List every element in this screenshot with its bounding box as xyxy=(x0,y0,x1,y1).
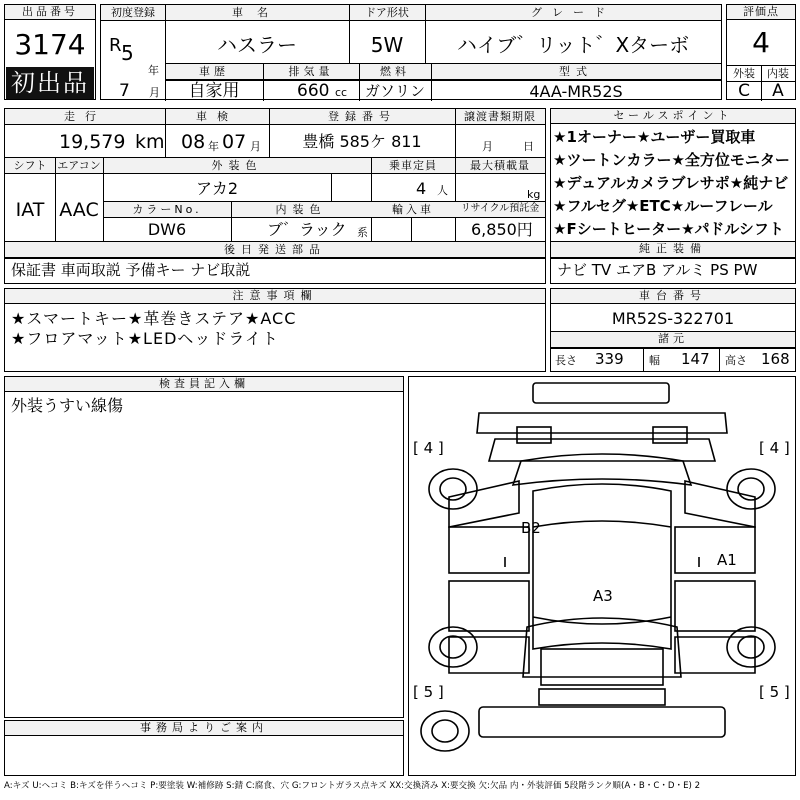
load-unit: kg xyxy=(527,188,541,201)
tire-front-left-grade: [ 4 ] xyxy=(413,439,444,457)
width: 147 xyxy=(681,350,710,368)
displacement-unit: cc xyxy=(335,86,348,99)
shift-label: シフト xyxy=(13,159,47,172)
inspection-month: 07 xyxy=(222,131,247,153)
width-label: 幅 xyxy=(649,354,660,367)
shift-type: IAT xyxy=(15,199,45,221)
tire-front-right-grade: [ 4 ] xyxy=(759,439,790,457)
first-reg-month: 7 xyxy=(119,81,130,101)
color-number: DW6 xyxy=(147,220,187,239)
fuel-label: 燃料 xyxy=(380,65,410,78)
ac-type: AAC xyxy=(59,199,99,221)
length-label: 長さ xyxy=(555,354,577,367)
notes-label: 注意事項欄 xyxy=(5,289,545,304)
notes-box xyxy=(4,288,546,372)
note-line-2: ★フロアマット★LEDヘッドライト xyxy=(11,329,279,348)
interior-label: 内装 xyxy=(767,67,789,80)
inspection-label: 車検 xyxy=(196,110,238,123)
first-reg-year: 5 xyxy=(121,41,134,65)
after-parts: 保証書 車両取説 予備キー ナビ取説 xyxy=(11,261,251,279)
office-box xyxy=(4,720,404,776)
sales-point-3: ★デュアルカメラブレサポ★純ナビ xyxy=(553,174,789,192)
int-color-label: 内装色 xyxy=(275,203,327,216)
chassis-number: MR52S-322701 xyxy=(611,309,735,328)
model-code-label: 型式 xyxy=(559,65,593,78)
ext-color: アカ2 xyxy=(195,179,239,198)
score: 4 xyxy=(752,26,770,59)
car-damage-diagram xyxy=(408,376,796,776)
history: 自家用 xyxy=(188,81,240,101)
car-outline-svg xyxy=(409,377,795,775)
lot-number-label: 出品番号 xyxy=(5,5,95,20)
inspector-comment: 外装うすい線傷 xyxy=(11,396,124,415)
sales-point-5: ★Fシートヒーター★パドルシフト xyxy=(553,220,784,238)
vehicle-details-grid xyxy=(4,108,546,284)
inspector-label: 検査員記入欄 xyxy=(5,377,403,392)
capacity-label: 乗車定員 xyxy=(389,159,437,172)
sales-points-label: セールスポイント xyxy=(551,109,795,124)
capacity: 4 xyxy=(416,179,427,198)
tire-rear-right-grade: [ 5 ] xyxy=(759,683,790,701)
dims-label: 諸元 xyxy=(551,332,795,348)
mileage-unit: km xyxy=(135,131,165,153)
transfer-month-unit: 月 xyxy=(482,140,493,153)
car-name: ハスラー xyxy=(217,33,297,57)
ac-label: エアコン xyxy=(57,159,101,172)
score-label: 評価点 xyxy=(727,5,795,20)
lot-number: 3174 xyxy=(14,28,86,61)
sales-point-4: ★フルセグ★ETC★ルーフレール xyxy=(553,197,773,215)
load-label: 最大積載量 xyxy=(470,159,530,172)
first-listing-badge: 初出品 xyxy=(6,67,94,99)
inspection-month-unit: 月 xyxy=(250,140,261,153)
history-label: 車歴 xyxy=(199,65,229,78)
lot-number-box xyxy=(4,4,96,100)
first-reg-label: 初度登録 xyxy=(111,6,155,19)
height-label: 高さ xyxy=(725,354,747,367)
transfer-label: 譲渡書類期限 xyxy=(464,110,536,123)
sales-point-2: ★ツートンカラー★全方位モニター xyxy=(553,151,790,169)
color-no-label: カラーNo. xyxy=(132,203,202,216)
displacement: 660 xyxy=(297,81,330,101)
int-color-suffix: 系 xyxy=(357,226,368,239)
displacement-label: 排気量 xyxy=(288,65,334,78)
office-label: 事務局よりご案内 xyxy=(5,721,403,736)
capacity-unit: 人 xyxy=(437,184,448,197)
note-line-1: ★スマートキー★革巻きステア★ACC xyxy=(11,309,297,328)
chassis-label: 車台番号 xyxy=(551,289,795,304)
car-name-label: 車名 xyxy=(232,6,282,19)
grade: ハイブ゛リット゛Xターボ xyxy=(456,33,690,57)
inspector-box xyxy=(4,376,404,718)
inspection-year: 08 xyxy=(181,131,206,153)
after-parts-label: 後日発送部品 xyxy=(224,243,326,256)
door-label: ドア形状 xyxy=(365,6,409,19)
header-grid xyxy=(100,4,722,100)
exterior-label: 外装 xyxy=(733,67,755,80)
damage-legend: A:キズ U:ヘコミ B:キズを伴うヘコミ P:要塗装 W:補修跡 S:錆 C:腐食、穴 G:フロントガラス点キズ XX:交換済み X:要交換 欠:欠品 内・外装評価 5段階ランク順(A・B・C・D・E) 2 xyxy=(4,781,701,791)
inspection-year-unit: 年 xyxy=(208,140,219,153)
mileage: 19,579 xyxy=(59,131,126,153)
damage-mark-b2: B2 xyxy=(521,519,541,537)
interior-grade: A xyxy=(772,81,784,101)
grade-label: グレード xyxy=(531,6,615,19)
recycle-label: リサイクル預託金 xyxy=(460,203,540,214)
int-color: ブ゛ラック xyxy=(267,220,347,239)
transfer-day-unit: 日 xyxy=(523,140,534,153)
score-box xyxy=(726,4,796,100)
standard-equipment: ナビ TV エアB アルミ PS PW xyxy=(557,261,758,279)
import-label: 輸入車 xyxy=(392,203,434,216)
length: 339 xyxy=(595,350,624,368)
mileage-label: 走行 xyxy=(64,110,106,123)
damage-mark-a3: A3 xyxy=(593,587,613,605)
standard-equipment-label: 純正装備 xyxy=(551,242,795,258)
first-reg-month-unit: 月 xyxy=(149,86,160,99)
sales-points-box xyxy=(550,108,796,284)
recycle-fee: 6,850円 xyxy=(471,220,533,239)
sales-point-1: ★1オーナー★ユーザー買取車 xyxy=(553,128,756,146)
first-reg-era: R xyxy=(109,35,122,56)
model-code: 4AA-MR52S xyxy=(529,82,623,101)
door-type: 5W xyxy=(370,33,404,57)
exterior-grade: C xyxy=(738,81,750,101)
first-reg-year-unit: 年 xyxy=(148,64,159,77)
reg-no-label: 登録番号 xyxy=(328,110,396,123)
ext-color-label: 外装色 xyxy=(211,159,263,172)
chassis-box xyxy=(550,288,796,372)
height: 168 xyxy=(761,350,790,368)
fuel: ガソリン xyxy=(364,82,425,100)
registration-number: 豊橋 585ケ 811 xyxy=(302,132,422,151)
damage-mark-a1: A1 xyxy=(717,551,737,569)
tire-rear-left-grade: [ 5 ] xyxy=(413,683,444,701)
